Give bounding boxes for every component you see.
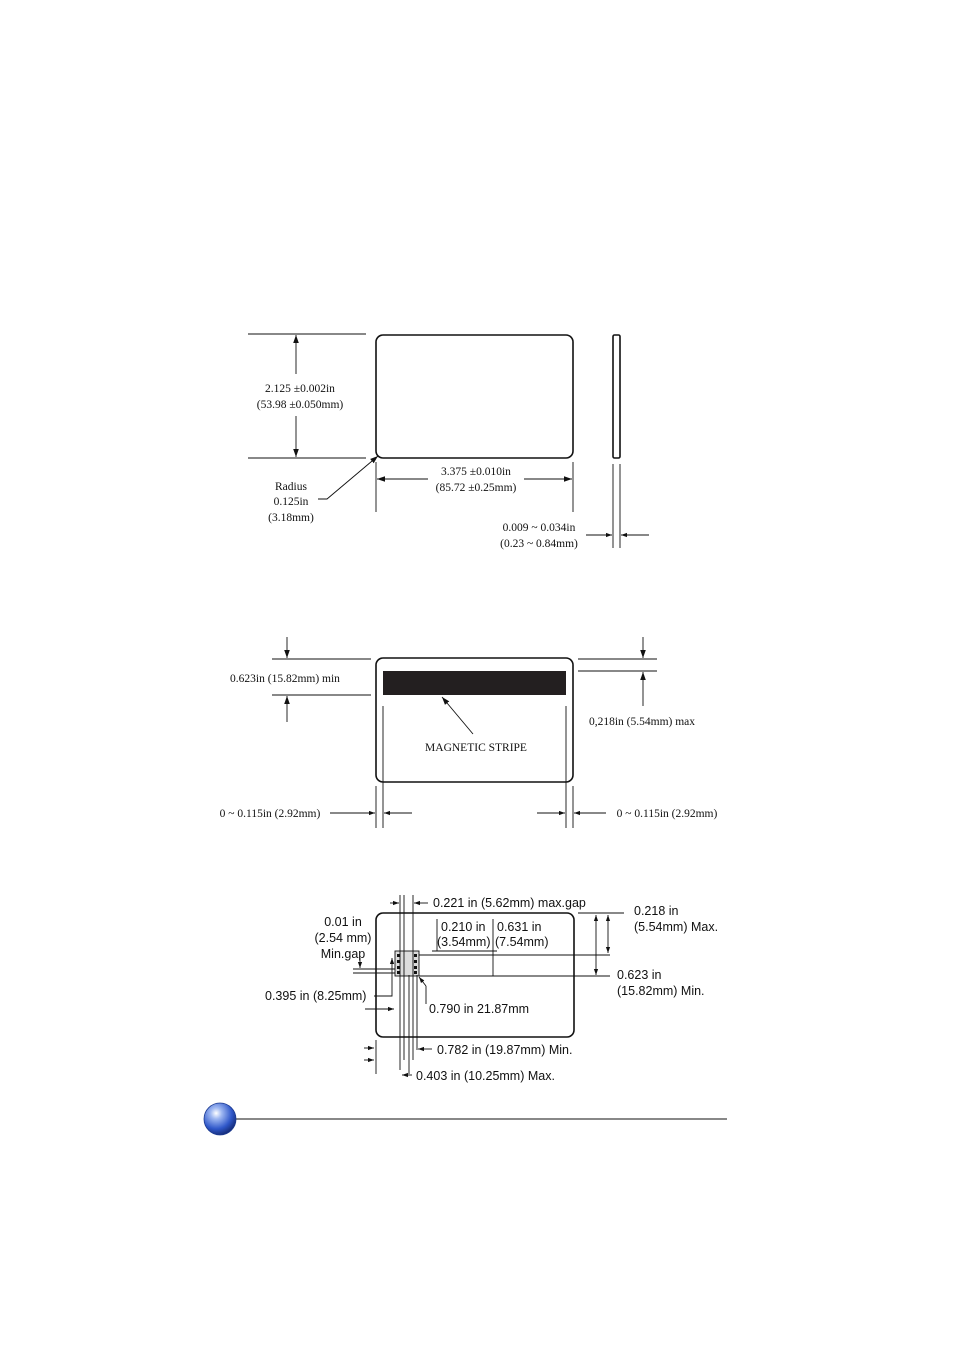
d218-label-2: (5.54mm) Max. — [634, 920, 719, 934]
stripe-min-label: 0.623in (15.82mm) min — [230, 673, 340, 685]
d218-label-1: 0.218 in — [634, 904, 679, 918]
radius-label: Radius — [275, 481, 307, 493]
min-gap-label-2: (2.54 mm) — [314, 931, 372, 945]
min-gap-label-3: Min.gap — [320, 947, 366, 961]
thickness-in-label: 0.009 ~ 0.034in — [502, 522, 576, 534]
card-front-outline — [376, 335, 573, 458]
card-side-outline — [613, 335, 620, 458]
max-gap-label: 0.221 in (5.62mm) max.gap — [433, 896, 586, 910]
radius-mm-label: (3.18mm) — [268, 512, 314, 524]
chip-position-diagram — [265, 895, 718, 1083]
magnetic-stripe-bar — [383, 671, 566, 695]
card-outline-diagram — [248, 334, 649, 550]
thickness-mm-label: (0.23 ~ 0.84mm) — [500, 538, 578, 550]
d623-label-1: 0.623 in — [617, 968, 662, 982]
width-mm-label: (85.72 ±0.25mm) — [435, 482, 517, 494]
d210-label-1: 0.210 in — [441, 920, 486, 934]
d631-label-1: 0.631 in — [497, 920, 542, 934]
min-gap-label-1: 0.01 in — [324, 915, 362, 929]
width-in-label: 3.375 ±0.010in — [441, 466, 511, 478]
magnetic-stripe-diagram — [220, 637, 718, 828]
d623-label-2: (15.82mm) Min. — [617, 984, 705, 998]
right-gap-label: 0 ~ 0.115in (2.92mm) — [616, 808, 718, 820]
d782-label: 0.782 in (19.87mm) Min. — [437, 1043, 573, 1057]
stripe-max-label: 0,218in (5.54mm) max — [588, 716, 696, 728]
radius-leader — [318, 456, 378, 499]
blue-sphere-icon — [204, 1103, 236, 1135]
height-mm-label: (53.98 ±0.050mm) — [256, 399, 344, 411]
d790-label: 0.790 in 21.87mm — [429, 1002, 530, 1016]
d395-label: 0.395 in (8.25mm) — [265, 989, 367, 1003]
radius-in-label: 0.125in — [273, 496, 309, 508]
left-gap-label: 0 ~ 0.115in (2.92mm) — [219, 808, 321, 820]
height-in-label: 2.125 ±0.002in — [265, 383, 335, 395]
page-footer — [204, 1103, 727, 1135]
d210-label-2: (3.54mm) — [437, 935, 491, 949]
d403-label: 0.403 in (10.25mm) Max. — [416, 1069, 555, 1083]
magnetic-stripe-label: MAGNETIC STRIPE — [425, 742, 527, 754]
d631-label-2: (7.54mm) — [495, 935, 549, 949]
